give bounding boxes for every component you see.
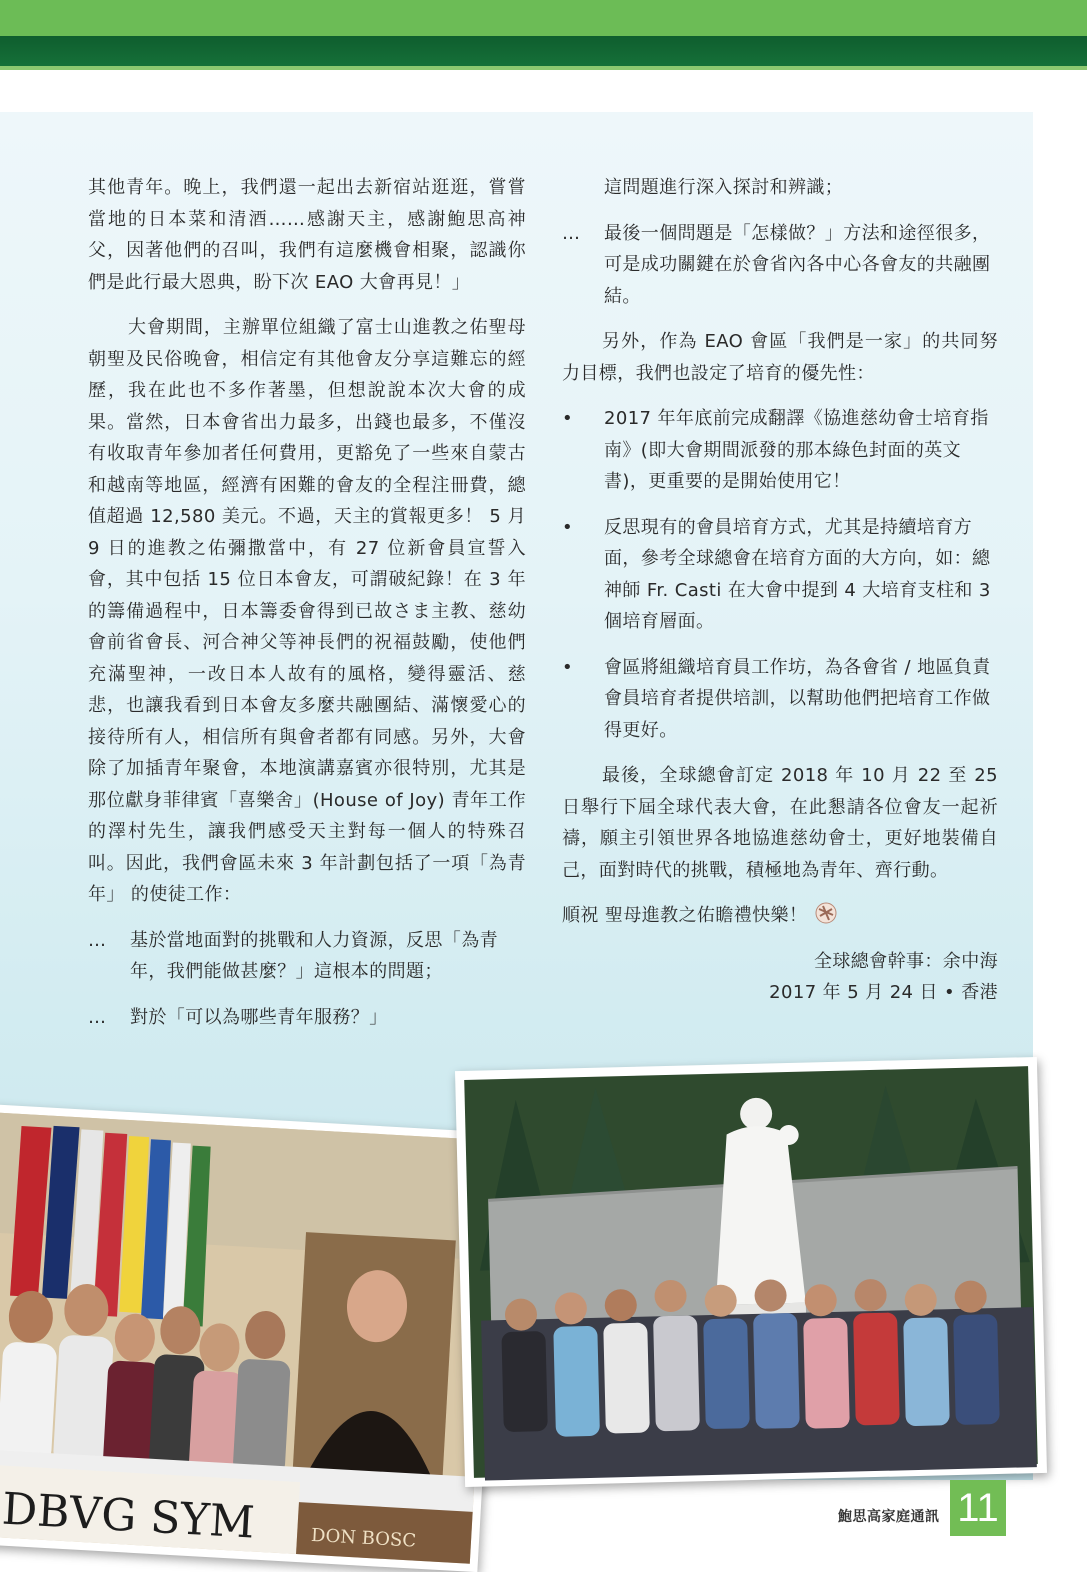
list-item-continuation: 這問題進行深入探討和辨識； [604, 177, 844, 198]
list-item-how-question [562, 218, 998, 313]
banner-subtext: DON BOSC [310, 1524, 417, 1552]
bullet-text: 反思現有的會員培育方式，尤其是持續培育方面，參考全球總會在培育方面的大方向，如：總神師 Fr. Casti 在大會中提到 4 大培育支柱和 3 個培育層面。 [604, 516, 991, 632]
bullet-item-translation [562, 403, 998, 498]
list-item-text: 基於當地面對的挑戰和人力資源，反思「為青年，我們能做甚麼？」這根本的問題； [130, 929, 498, 982]
photo-pilgrimage-image [455, 1057, 1047, 1487]
bullet-marker: • [562, 656, 574, 678]
list-item-youth-question-1 [88, 925, 526, 988]
publication-title: 鮑思高家庭通訊 [838, 1509, 940, 1525]
article-left-column [88, 172, 526, 1033]
paragraph-intro-quote: 其他青年。晚上，我們還一起出去新宿站逛逛，嘗嘗當地的日本菜和清酒……感謝天主，感謝鮑思高神父，因著他們的召叫，我們有這麼機會相聚，認識你們是此行最大恩典，盼下次 EAO 大會再見！」 [88, 177, 526, 293]
ellipsis-marker: … [562, 222, 581, 244]
list-item-text: 對於「可以為哪些青年服務？」 [130, 1006, 388, 1028]
ellipsis-marker: … [88, 1006, 107, 1028]
bullet-item-reflection [562, 512, 998, 638]
header-band-light [0, 0, 1087, 36]
signature-date: 2017 年 5 月 24 日 • 香港 [769, 982, 998, 1003]
list-item-youth-question-2 [88, 1002, 526, 1034]
bullet-text: 2017 年年底前完成翻譯《協進慈幼會士培育指南》(即大會期間派發的那本綠色封面的英文書)，更重要的是開始使用它！ [604, 408, 989, 492]
bullet-marker: • [562, 408, 574, 429]
photo-group-flags [0, 1104, 502, 1572]
paragraph-conference-results: 大會期間，主辦單位組織了富士山進教之佑聖母朝聖及民俗晚會，相信定有其他會友分享這難忘的經歷，我在此也不多作著墨，但想說說本次大會的成果。當然，日本會省出力最多，出錢也最多，不僅沒有收取青年參加者任何費用，更豁免了一些來自蒙古和越南等地區，經濟有困難的會友的全程注冊費，總值超過 12,580 美元。不過，天主的賞報更多！ 5 月 9 日的進教之佑彌撒當中，有 27 位新會員宣誓入會，其中包括 15 位日本會友，可謂破紀錄！在 3 年的籌備過程中，日本籌委會得到已故さま主教、慈幼會前省會長、河合神父等神長們的祝福鼓勵，使他們充滿聖神，一改日本人故有的風格，變得靈活、慈悲，也讓我看到日本會友多麼共融團結、滿懷愛心的接待所有人，相信所有與會者都有同感。另外，大會除了加插青年聚會，本地演講嘉賓亦很特別，尤其是那位獻身菲律賓「喜樂舍」(House of Joy) 青年工作的澤村先生，讓我們感受天主對每一個人的特殊召叫。因此，我們會區未來 3 年計劃包括了一項「為青年」 的使徒工作： [88, 317, 526, 905]
header-band-dark [0, 36, 1087, 70]
paragraph-next-congress: 最後，全球總會訂定 2018 年 10 月 22 至 25 日舉行下屆全球代表大會，在此懇請各位會友一起祈禱，願主引領世界各地協進慈幼會士，更好地裝備自己，面對時代的挑戰，積極地為青年、齊行動。 [562, 765, 998, 881]
flower-ornament-icon [813, 901, 839, 925]
ellipsis-marker: … [88, 929, 107, 951]
signature: 全球總會幹事：余中海 [814, 950, 998, 972]
banner-text: DBVG SYM [0, 1483, 256, 1549]
closing-greeting-text: 順祝 聖母進教之佑瞻禮快樂！ [562, 905, 808, 926]
photo-pilgrimage-statue [455, 1057, 1047, 1487]
page-number: 11 [950, 1480, 1006, 1536]
bullet-marker: • [562, 516, 574, 538]
article-right-column [562, 172, 998, 1009]
bullet-item-workshop [562, 652, 998, 747]
closing-greeting [562, 900, 998, 932]
paragraph-formation-priority: 另外，作為 EAO 會區「我們是一家」的共同努力目標，我們也設定了培育的優先性： [562, 331, 998, 384]
header-band-edge [0, 66, 1087, 70]
photo-group-flags-image [0, 1104, 502, 1572]
list-item-text: 最後一個問題是「怎樣做？」方法和途徑很多，可是成功關鍵在於會省內各中心各會友的共融團結。 [604, 222, 991, 307]
bullet-text: 會區將組織培育員工作坊，為各會省 / 地區負責會員培育者提供培訓，以幫助他們把培育工作做得更好。 [604, 656, 991, 741]
